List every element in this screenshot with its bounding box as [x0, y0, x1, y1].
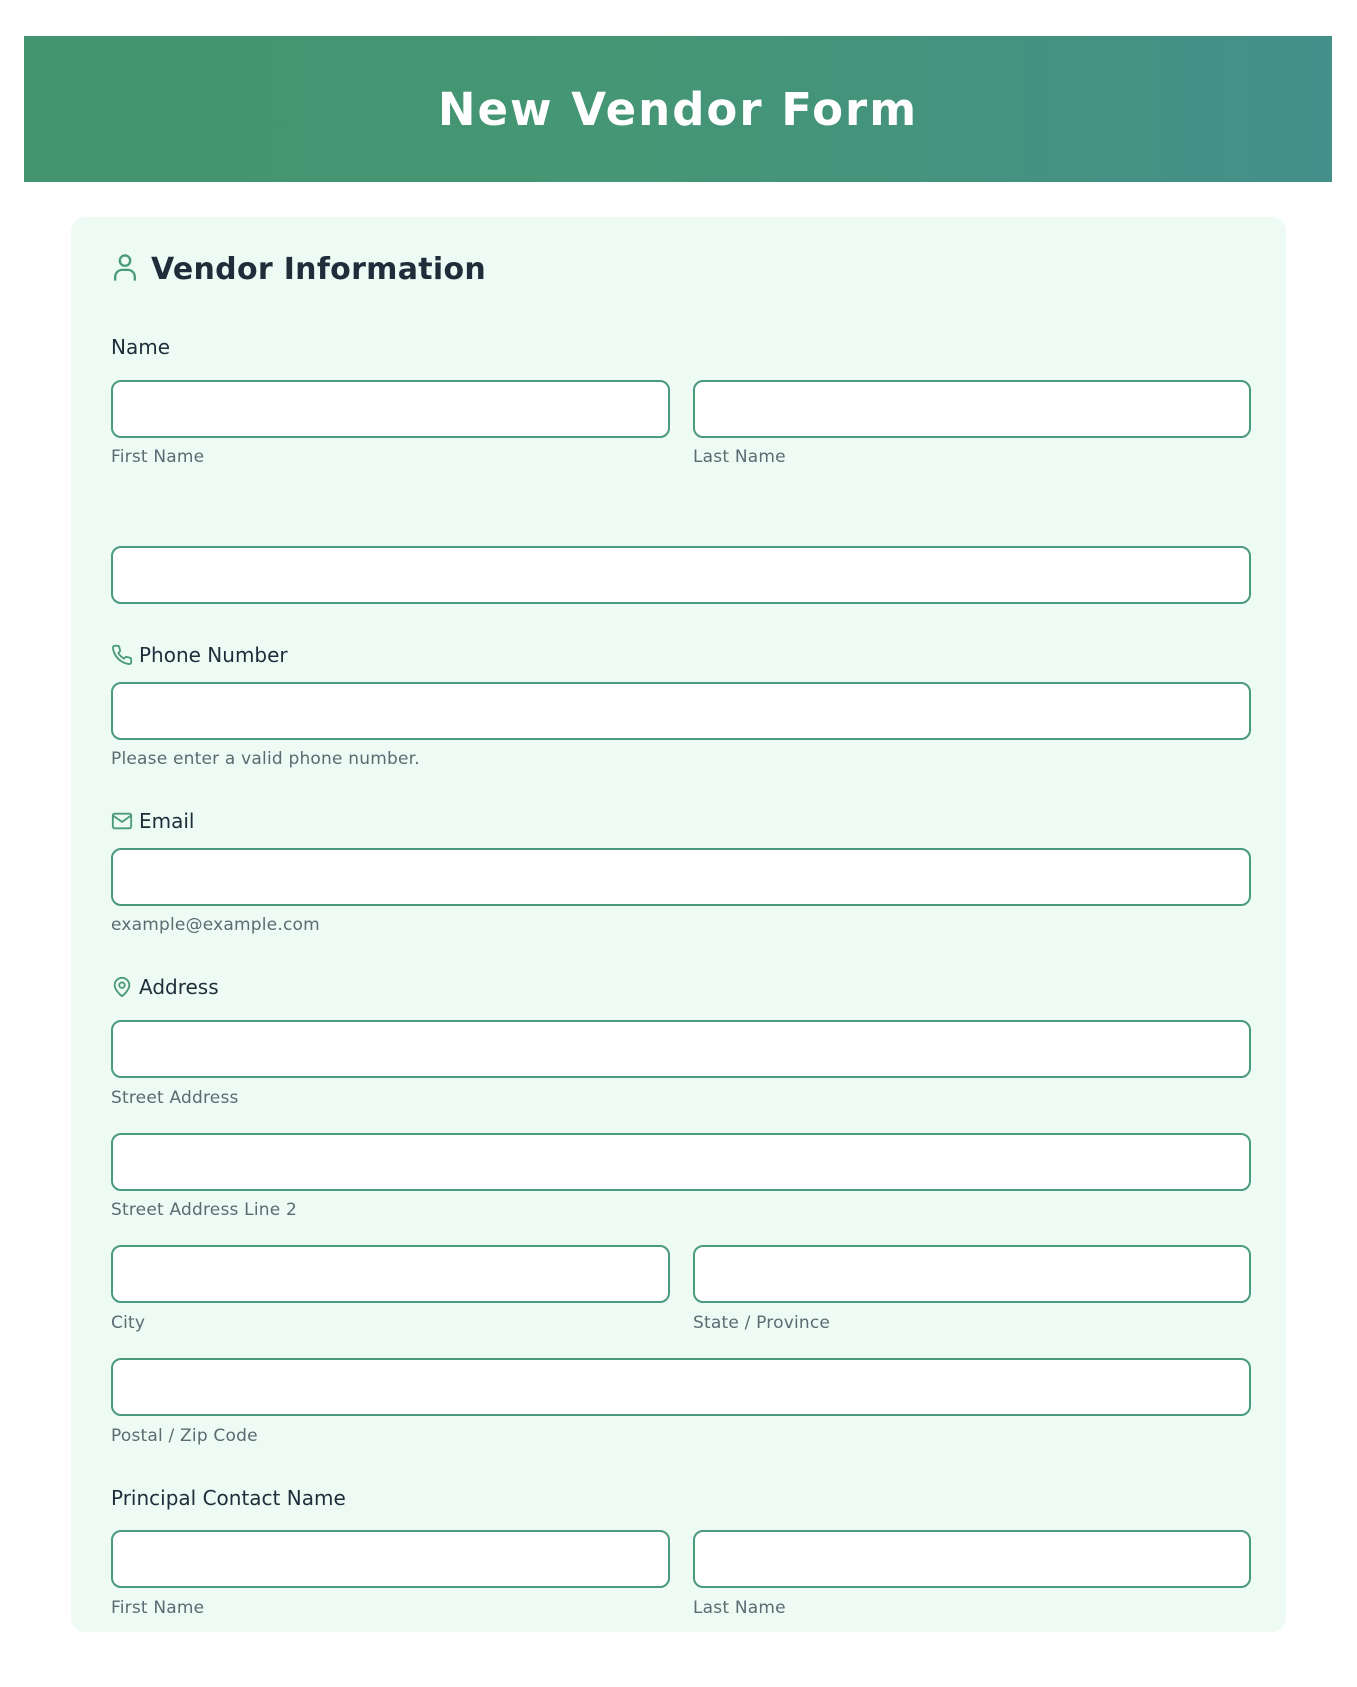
- email-hint: example@example.com: [111, 915, 320, 935]
- last-name-input[interactable]: [693, 380, 1251, 438]
- state-province-sublabel: State / Province: [693, 1313, 831, 1333]
- street-address-input[interactable]: [111, 1020, 1251, 1078]
- principal-last-name-sublabel: Last Name: [693, 1598, 786, 1618]
- state-province-input[interactable]: [693, 1245, 1251, 1303]
- user-icon: [111, 252, 139, 287]
- last-name-sublabel: Last Name: [693, 447, 786, 467]
- phone-label: Phone Number: [111, 643, 288, 667]
- postal-code-input[interactable]: [111, 1358, 1251, 1416]
- street-address-sublabel: Street Address: [111, 1088, 239, 1108]
- city-sublabel: City: [111, 1313, 146, 1333]
- email-label: Email: [111, 809, 195, 833]
- street-address-line2-input[interactable]: [111, 1133, 1251, 1191]
- section-header: [111, 252, 486, 287]
- first-name-sublabel: First Name: [111, 447, 205, 467]
- principal-last-name-input[interactable]: [693, 1530, 1251, 1588]
- section-title: Vendor Information: [151, 252, 487, 287]
- postal-code-sublabel: Postal / Zip Code: [111, 1426, 258, 1446]
- phone-icon: [111, 644, 133, 666]
- phone-hint: Please enter a valid phone number.: [111, 749, 420, 769]
- principal-first-name-sublabel: First Name: [111, 1598, 205, 1618]
- principal-first-name-input[interactable]: [111, 1530, 670, 1588]
- company-input[interactable]: [111, 546, 1251, 604]
- city-input[interactable]: [111, 1245, 670, 1303]
- email-input[interactable]: [111, 848, 1251, 906]
- page-title: New Vendor Form: [437, 82, 919, 136]
- principal-contact-label: Principal Contact Name: [111, 1486, 346, 1510]
- first-name-input[interactable]: [111, 380, 670, 438]
- mail-icon: [111, 810, 133, 832]
- name-label: Name: [111, 335, 171, 359]
- street-address-line2-sublabel: Street Address Line 2: [111, 1200, 298, 1220]
- map-pin-icon: [111, 975, 133, 999]
- form-header: [24, 36, 1332, 182]
- address-label: Address: [111, 975, 219, 999]
- phone-input[interactable]: [111, 682, 1251, 740]
